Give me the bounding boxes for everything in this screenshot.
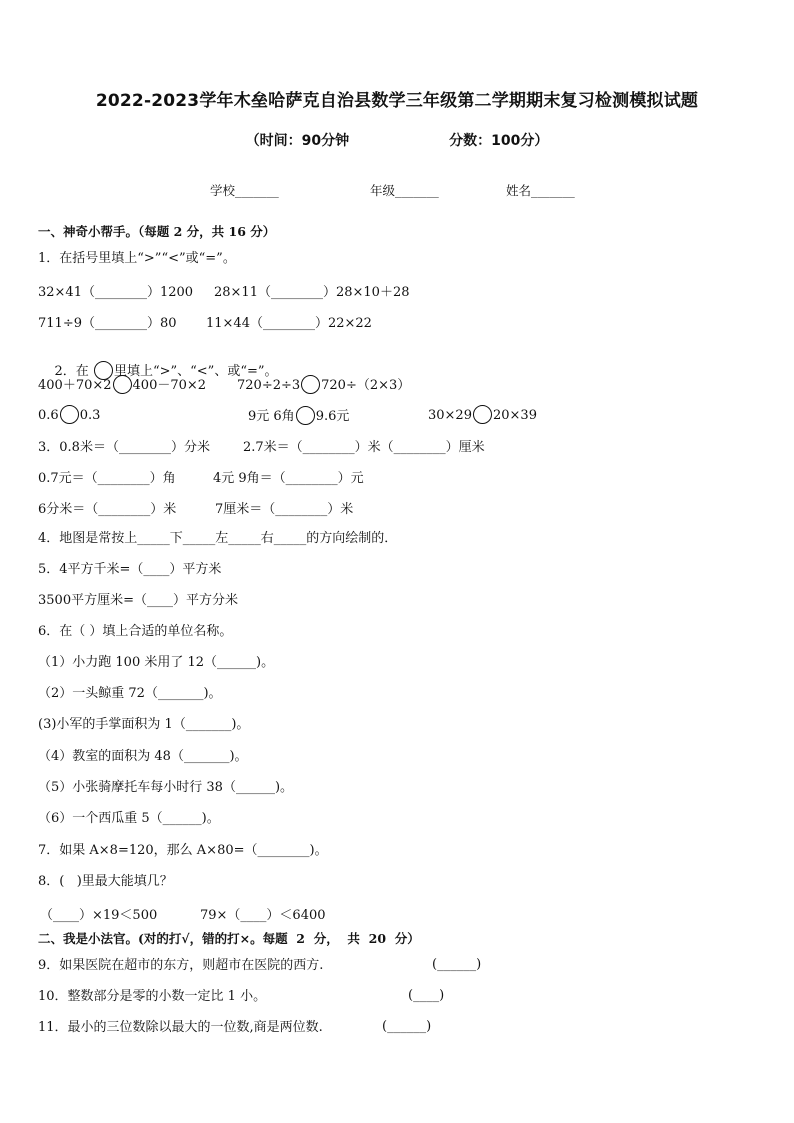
question-6-item: （6）一个西瓜重 5（______)。 — [38, 811, 220, 826]
question-8-stem: 8．( )里最大能填几？ — [38, 874, 173, 889]
question-10: 10．整数部分是零的小数一定比 1 小。 — [38, 989, 267, 1004]
question-3-item: 4元 9角＝（________）元 — [213, 471, 364, 486]
question-8-item: 79×（____）＜6400 — [200, 908, 326, 923]
question-2-item: 400＋70×2 400－70×2 — [38, 374, 206, 394]
school-field[interactable]: 学校_______ — [210, 183, 279, 198]
page-title: 2022-2023学年木垒哈萨克自治县数学三年级第二学期期末复习检测模拟试题 — [95, 91, 699, 111]
question-6-item: (3)小军的手掌面积为 1（_______)。 — [38, 717, 250, 732]
question-1-item: 11×44（________）22×22 — [206, 316, 372, 331]
question-2-item: 0.6 0.3 — [38, 405, 100, 424]
section-heading-2: 二、我是小法官。(对的打√，错的打×。每题 2 分， 共 20 分） — [38, 931, 420, 946]
question-6-item: （2）一头鲸重 72（_______)。 — [38, 686, 222, 701]
question-9: 9．如果医院在超市的东方，则超市在医院的西方. — [38, 958, 324, 973]
question-1-item: 711÷9（________）80 — [38, 316, 177, 331]
section-heading-1: 一、神奇小帮手。（每题 2 分，共 16 分） — [38, 224, 276, 239]
exam-subtitle — [0, 130, 794, 150]
student-info — [210, 181, 630, 199]
question-1-stem: 1．在括号里填上“>”“<”或“=”。 — [38, 251, 236, 266]
question-2-item: 720÷2÷3 720÷（2×3） — [237, 374, 410, 394]
answer-blank[interactable]: (______) — [432, 957, 482, 972]
question-4: 4．地图是常按上_____下_____左_____右_____的方向绘制的． — [38, 531, 398, 546]
question-3-item: 3．0.8米＝（________）分米 — [38, 440, 210, 455]
compare-circle-icon[interactable] — [113, 375, 132, 394]
question-7: 7．如果 A×8=120，那么 A×80=（________)。 — [38, 843, 328, 858]
question-2-stem: 2．在 里填上“>”、“<”、或“=”。 — [38, 343, 278, 399]
question-2-item: 30×29 20×39 — [428, 405, 537, 424]
answer-blank[interactable]: (______) — [382, 1019, 432, 1034]
grade-field[interactable]: 年级_______ — [370, 183, 439, 198]
compare-circle-icon[interactable] — [473, 405, 492, 424]
compare-circle-icon[interactable] — [296, 406, 315, 425]
time-limit: （时间：90分钟 — [245, 133, 350, 149]
question-3-item: 2.7米＝（________）米（________）厘米 — [243, 440, 485, 455]
question-5-item: 5．4平方千米=（____）平方米 — [38, 562, 222, 577]
question-6-item: （4）教室的面积为 48（_______)。 — [38, 749, 248, 764]
question-6-item: （5）小张骑摩托车每小时行 38（______)。 — [38, 780, 294, 795]
compare-circle-icon[interactable] — [60, 405, 79, 424]
question-6-stem: 6．在（ ）填上合适的单位名称。 — [38, 624, 233, 639]
question-1-item: 28×11（________）28×10＋28 — [214, 285, 410, 300]
question-3-item: 0.7元＝（________）角 — [38, 471, 176, 486]
question-11: 11．最小的三位数除以最大的一位数,商是两位数. — [38, 1020, 323, 1035]
question-5-item: 3500平方厘米=（____）平方分米 — [38, 593, 238, 608]
question-2-item: 9元 6角 9.6元 — [248, 405, 349, 425]
answer-blank[interactable]: (____) — [408, 988, 445, 1003]
question-3-item: 6分米＝（________）米 — [38, 502, 177, 517]
question-8-item: （____）×19＜500 — [40, 908, 158, 923]
question-3-item: 7厘米＝（________）米 — [215, 502, 354, 517]
compare-circle-icon[interactable] — [301, 375, 320, 394]
total-score: 分数：100分） — [449, 133, 549, 149]
question-6-item: （1）小力跑 100 米用了 12（______)。 — [38, 655, 275, 670]
question-1-item: 32×41（________）1200 — [38, 285, 194, 300]
name-field[interactable]: 姓名_______ — [506, 183, 575, 198]
